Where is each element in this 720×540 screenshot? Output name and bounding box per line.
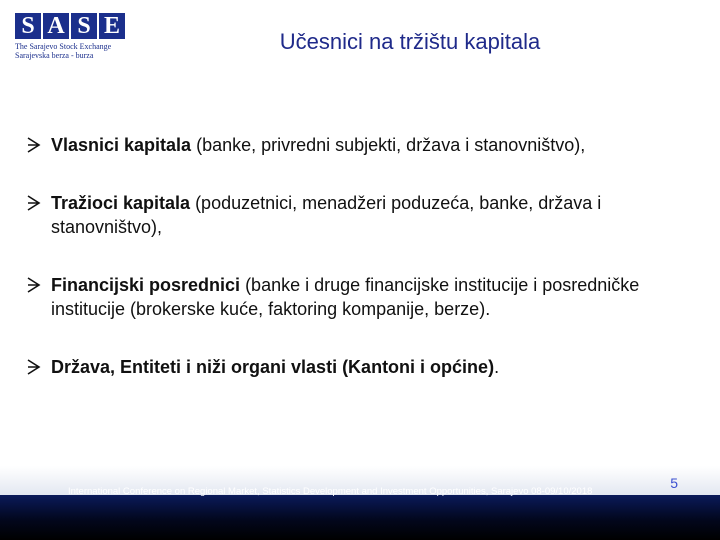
- bullet-list: [25, 133, 685, 413]
- footer-text: International Conference on Regional Market, Statistics Development and Investment Opportunities, Sarajevo 08-09/10/2018: [68, 486, 593, 497]
- arrowhead-bullet-icon: [25, 273, 45, 297]
- logo-caption-line-1: The Sarajevo Stock Exchange: [15, 42, 112, 51]
- sase-logo: [15, 13, 130, 63]
- logo-letter: A: [43, 13, 69, 39]
- bullet-bold-text: Tražioci kapitala: [51, 193, 191, 213]
- bullet-item: [25, 273, 685, 321]
- arrowhead-bullet-icon: [25, 355, 45, 379]
- bullet-text: (banke, privredni subjekti, država i stanovništvo),: [191, 135, 586, 155]
- arrowhead-bullet-icon: [25, 133, 45, 157]
- bullet-text: .: [494, 357, 500, 377]
- bullet-bold-text: Država, Entiteti i niži organi vlasti (Kantoni i općine): [51, 357, 495, 377]
- arrowhead-bullet-icon: [25, 191, 45, 215]
- bullet-text: (poduzetnici, menadžeri poduzeća, banke, država i stanovništvo),: [51, 193, 602, 237]
- logo-letters: [15, 13, 130, 39]
- logo-caption-line-2: Sarajevska berza - burza: [15, 51, 94, 60]
- logo-letter: S: [15, 13, 41, 39]
- bullet-text: (banke i druge financijske institucije i posredničke institucije (brokerske kuće, faktoring kompanije, berze).: [51, 275, 640, 319]
- bullet-bold-text: Vlasnici kapitala: [51, 135, 192, 155]
- logo-letter: E: [99, 13, 125, 39]
- page-number: 5: [670, 475, 678, 491]
- footer-bar: [0, 495, 720, 540]
- bullet-bold-text: Financijski posrednici: [51, 275, 241, 295]
- bullet-item: [25, 191, 685, 239]
- bullet-item: [25, 355, 685, 379]
- slide-title: Učesnici na tržištu kapitala: [279, 29, 541, 54]
- bullet-item: [25, 133, 685, 157]
- logo-letter: S: [71, 13, 97, 39]
